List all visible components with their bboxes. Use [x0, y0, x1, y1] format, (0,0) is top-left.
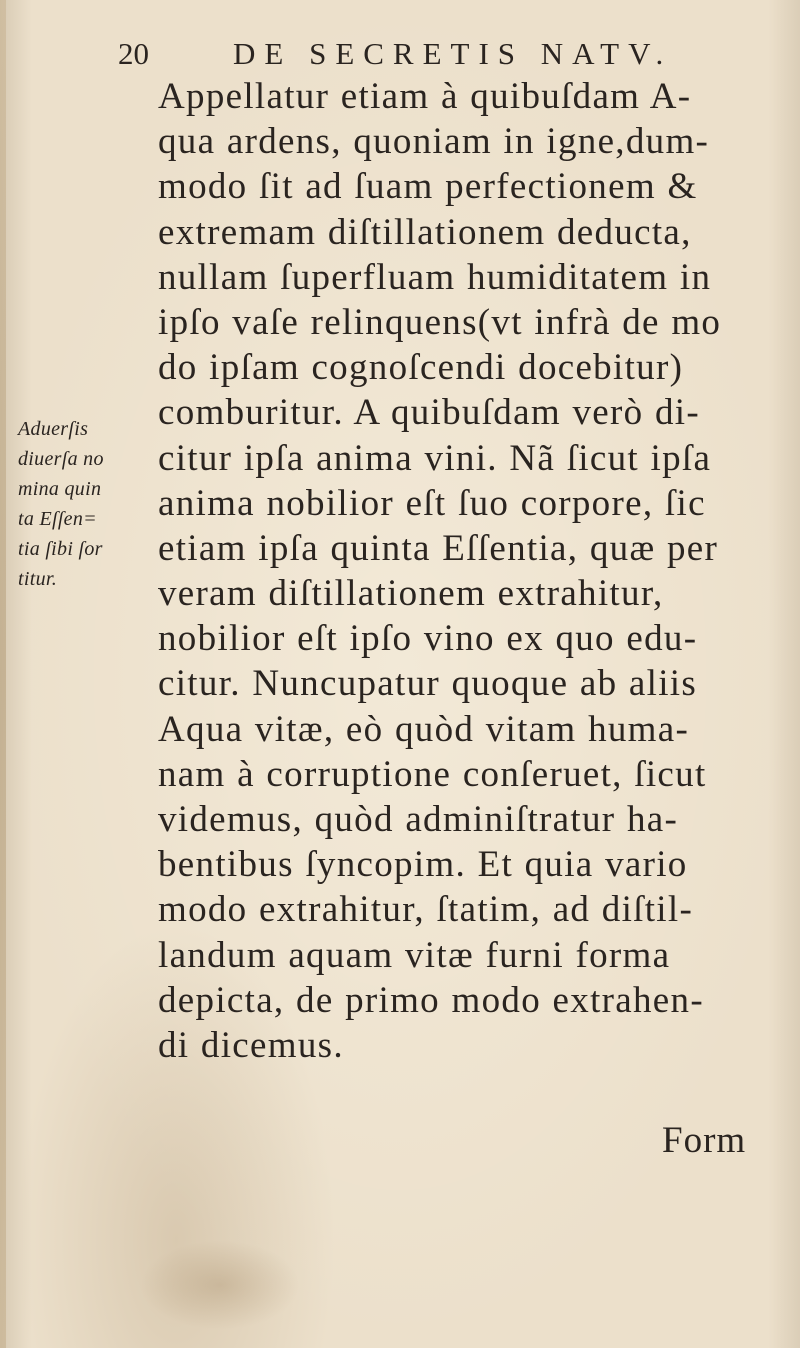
page-edge-shadow	[0, 0, 6, 1348]
text-line: videmus, quòd adminiſtratur ha-	[158, 799, 679, 840]
marginal-note-line: titur.	[18, 568, 58, 590]
text-line: landum aquam vitæ furni forma	[158, 934, 671, 976]
text-line: depicta, de primo modo extrahen-	[158, 979, 704, 1021]
text-line: qua ardens, quoniam in igne,dum-	[158, 121, 710, 163]
marginal-note-line: Aduerſis	[18, 418, 89, 440]
marginal-note-line: mina quin	[18, 478, 102, 500]
catchword: Form	[662, 1120, 747, 1161]
marginal-note	[18, 414, 153, 594]
text-line: nam à corruptione conſeruet, ſicut	[158, 753, 707, 795]
body-text	[158, 74, 788, 1068]
text-line: bentibus ſyncopim. Et quia vario	[158, 844, 688, 886]
marginal-note-line: tia ſibi ſor	[18, 538, 103, 560]
text-line: modo extrahitur, ſtatim, ad diſtil-	[158, 889, 694, 931]
text-line: modo ſit ad ſuam perfectionem &	[158, 166, 698, 208]
text-line: ipſo vaſe relinquens(vt infrà de mo	[158, 301, 722, 343]
paper-stain	[140, 1240, 300, 1330]
running-title: DE SECRETIS NATV.	[233, 36, 673, 71]
text-line: nobilior eſt ipſo vino ex quo edu-	[158, 618, 698, 660]
page-number: 20	[118, 36, 149, 71]
text-line: citur ipſa anima vini. Nã ſicut ipſa	[158, 437, 712, 479]
text-line: extremam diſtillationem deducta,	[158, 211, 692, 253]
text-line: citur. Nuncupatur quoque ab aliis	[158, 663, 698, 705]
text-line: do ipſam cognoſcendi docebitur)	[158, 347, 684, 389]
text-line: veram diſtillationem extrahitur,	[158, 573, 664, 615]
text-line: anima nobilior eſt ſuo corpore, ſic	[158, 482, 706, 524]
text-line: nullam ſuperfluam humiditatem in	[158, 256, 712, 298]
marginal-note-line: ta Eſſen=	[18, 508, 97, 530]
text-line: Aqua vitæ, eò quòd vitam huma-	[158, 708, 690, 750]
text-line: etiam ipſa quinta Eſſentia, quæ per	[158, 527, 719, 569]
marginal-note-line: diuerſa no	[18, 448, 104, 470]
text-line: Appellatur etiam à quibuſdam A-	[158, 76, 692, 117]
text-line: comburitur. A quibuſdam verò di-	[158, 392, 700, 434]
text-line: di dicemus.	[158, 1024, 344, 1066]
running-head	[118, 34, 718, 74]
